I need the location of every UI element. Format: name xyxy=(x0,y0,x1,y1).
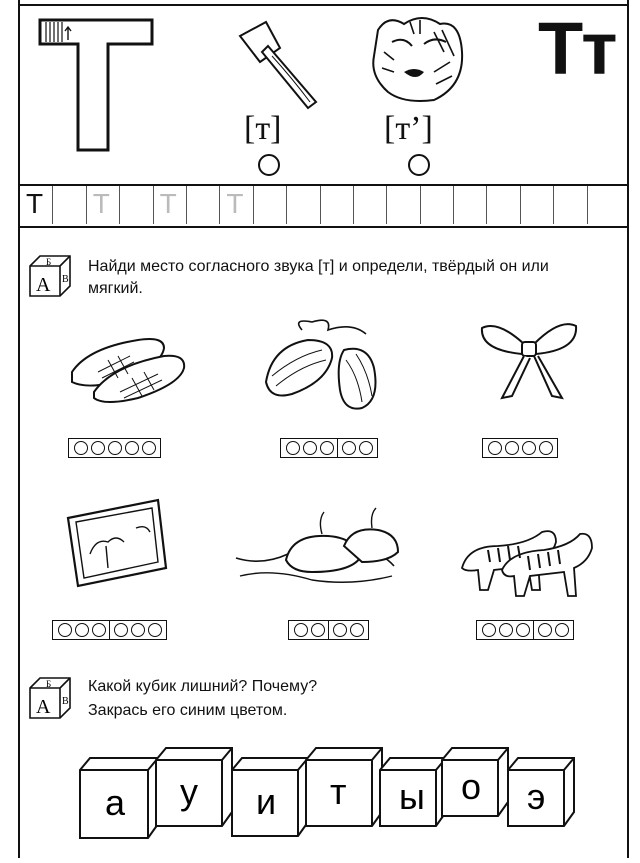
cube-letter: о xyxy=(461,766,482,807)
copy-cell[interactable] xyxy=(588,186,620,224)
copy-cell[interactable] xyxy=(454,186,487,224)
task2-line2: Закрась его синим цветом. xyxy=(88,702,288,719)
cube-letter: э xyxy=(527,776,546,817)
trace-letter: Т xyxy=(226,188,244,219)
sound-soft-label: [т’] xyxy=(384,110,433,147)
copy-cell[interactable] xyxy=(354,186,387,224)
copy-cell[interactable] xyxy=(87,186,120,224)
cube-letter: т xyxy=(330,771,347,812)
sound-scheme[interactable] xyxy=(68,438,161,458)
letter-cube[interactable] xyxy=(230,756,310,838)
cube-front-letter: А xyxy=(36,274,51,296)
trace-letter: Т xyxy=(92,188,110,219)
sound-hard-label: [т] xyxy=(244,110,282,147)
cube-letter: и xyxy=(256,781,277,822)
trace-letter: Т xyxy=(159,188,177,219)
letter-cube[interactable] xyxy=(304,746,384,828)
copy-cell[interactable] xyxy=(120,186,153,224)
copy-cell[interactable] xyxy=(220,186,253,224)
copy-cell[interactable] xyxy=(421,186,454,224)
divider-copybook xyxy=(18,226,627,228)
letter-pair: Тт xyxy=(538,7,616,90)
copy-cell[interactable] xyxy=(187,186,220,224)
cube-top-letter: Б xyxy=(46,257,52,267)
tigers-icon xyxy=(458,516,596,598)
big-letter-t-icon xyxy=(38,18,158,154)
tiger-head-icon xyxy=(364,12,468,104)
sound-scheme[interactable] xyxy=(280,438,378,458)
letter-cube[interactable] xyxy=(440,746,510,818)
copy-cell[interactable] xyxy=(487,186,520,224)
abc-cube-icon xyxy=(26,676,72,722)
cube-side-letter: В xyxy=(62,696,69,707)
letter-cube[interactable] xyxy=(154,746,234,828)
sound-scheme[interactable] xyxy=(52,620,167,640)
letter-cube[interactable] xyxy=(506,756,576,828)
task2-line1: Какой кубик лишний? Почему? xyxy=(88,678,318,695)
framed-picture-icon xyxy=(66,498,168,588)
sound-scheme[interactable] xyxy=(476,620,574,640)
slippers-icon xyxy=(68,332,188,406)
cube-letter: ы xyxy=(399,776,425,817)
copy-cell[interactable] xyxy=(20,186,53,224)
sound-soft-circle[interactable] xyxy=(408,154,430,176)
letter-cube[interactable] xyxy=(78,756,160,840)
whales-icon xyxy=(232,506,402,586)
copy-cell[interactable] xyxy=(154,186,187,224)
abc-cube-icon xyxy=(26,254,72,300)
sound-hard-circle[interactable] xyxy=(258,154,280,176)
copy-cell[interactable] xyxy=(387,186,420,224)
copybook-row[interactable] xyxy=(20,186,620,224)
cube-letter: а xyxy=(105,782,126,823)
bow-icon xyxy=(478,318,580,404)
cube-top-letter: Б xyxy=(46,679,52,689)
letter-cube[interactable] xyxy=(378,756,448,828)
cube-front-letter: А xyxy=(36,696,51,718)
sound-scheme[interactable] xyxy=(482,438,558,458)
copy-cell[interactable] xyxy=(254,186,287,224)
copy-cell[interactable] xyxy=(554,186,587,224)
copy-cell[interactable] xyxy=(521,186,554,224)
copy-letter: Т xyxy=(26,188,44,219)
bast-shoes-icon xyxy=(262,316,384,412)
sound-scheme[interactable] xyxy=(288,620,369,640)
top-border xyxy=(18,4,627,6)
copy-cell[interactable] xyxy=(287,186,320,224)
cube-side-letter: В xyxy=(62,274,69,285)
cube-letter: у xyxy=(180,771,198,812)
axe-icon xyxy=(232,18,324,110)
copy-cell[interactable] xyxy=(53,186,86,224)
copy-cell[interactable] xyxy=(321,186,354,224)
task1-text: Найди место согласного звука [т] и определи, твёрдый он или мягкий. xyxy=(88,258,549,297)
